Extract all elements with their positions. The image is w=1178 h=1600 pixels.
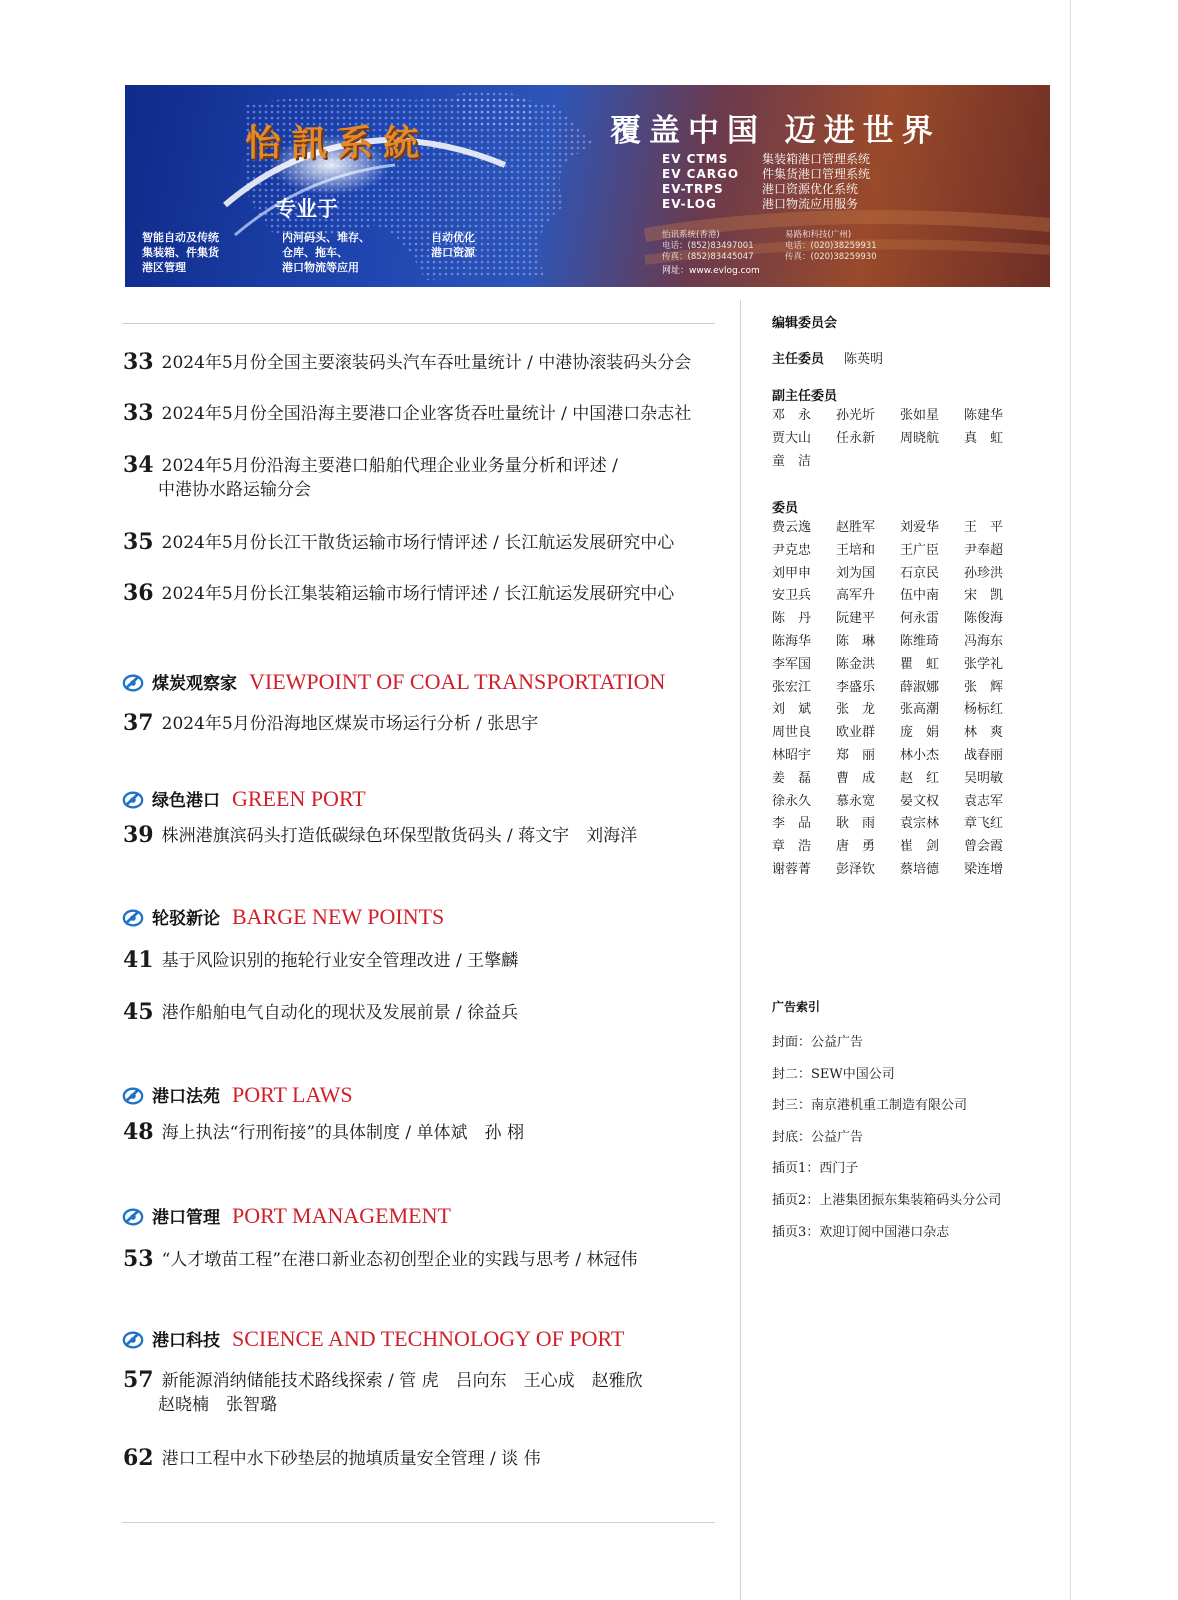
ad-index-item: 插页2：上港集团振东集装箱码头分公司 — [772, 1192, 1002, 1208]
toc-entry[interactable]: 35 2024年5月份长江干散货运输市场行情评述 / 长江航运发展研究中心 — [123, 529, 675, 555]
committee-member-name: 耿 雨 — [836, 816, 876, 832]
toc-entry[interactable]: 45 港作船舶电气自动化的现状及发展前景 / 徐益兵 — [123, 999, 519, 1025]
section-heading-barge: 轮驳新论 BARGE NEW POINTS — [122, 904, 444, 930]
committee-member-name: 郑 丽 — [836, 747, 876, 763]
ad-index-title: 广告索引 — [772, 1000, 821, 1014]
committee-member-name: 吴明敏 — [964, 770, 1004, 786]
committee-member-name: 林 爽 — [964, 725, 1004, 741]
committee-member-name: 陈俊海 — [964, 611, 1004, 627]
toc-entry[interactable]: 39 株洲港旗滨码头打造低碳绿色环保型散货码头 / 蒋文宇 刘海洋 — [123, 822, 638, 848]
section-logo-icon — [122, 1206, 144, 1228]
committee-member-name: 石京民 — [900, 565, 940, 581]
page-edge-rule — [1070, 0, 1071, 1600]
section-heading-science-technology: 港口科技 SCIENCE AND TECHNOLOGY OF PORT — [122, 1326, 624, 1352]
committee-member-name: 真 虹 — [964, 430, 1004, 446]
committee-member-name: 刘爱华 — [900, 520, 940, 535]
committee-member-name: 孙珍洪 — [964, 565, 1004, 581]
banner-slogan: 覆盖中国 迈进世界 — [610, 113, 941, 149]
committee-member-name: 安卫兵 — [772, 588, 812, 604]
toc-entry[interactable]: 37 2024年5月份沿海地区煤炭市场运行分析 / 张思宇 — [123, 710, 539, 736]
toc-entry[interactable]: 41 基于风险识别的拖轮行业安全管理改进 / 王擎麟 — [123, 947, 519, 973]
committee-member-name: 李军国 — [772, 656, 812, 672]
committee-member-name: 何永雷 — [900, 611, 940, 627]
committee-member-name: 曹 成 — [836, 770, 876, 786]
column-divider — [740, 300, 741, 1600]
toc-entry[interactable]: 33 2024年5月份全国主要滚装码头汽车吞吐量统计 / 中港协滚装码头分会 — [123, 349, 692, 375]
section-heading-coal: 煤炭观察家 VIEWPOINT OF COAL TRANSPORTATION — [122, 669, 665, 695]
committee-vice-label: 副主任委员 — [772, 389, 838, 404]
committee-member-name: 晏文权 — [900, 793, 940, 809]
section-logo-icon — [122, 672, 144, 694]
ad-index-item: 插页1：西门子 — [772, 1161, 859, 1177]
committee-member-name: 彭泽钦 — [836, 861, 876, 877]
committee-members-list — [772, 517, 1028, 882]
committee-title: 编辑委员会 — [772, 316, 838, 331]
committee-member-name: 袁宗林 — [900, 816, 940, 832]
committee-member-name: 蔡培德 — [900, 861, 940, 877]
committee-member-name: 张如星 — [900, 408, 940, 423]
committee-member-name: 徐永久 — [772, 793, 812, 809]
banner-contact-hk: 怡讯系统(香港) 电话：(852)83497001 传真：(852)83445047 — [662, 230, 754, 262]
banner-product-list — [662, 152, 870, 212]
committee-member-name: 刘甲申 — [772, 565, 812, 581]
section-heading-green-port: 绿色港口 GREEN PORT — [122, 786, 366, 812]
product-row: EV-TRPS 港口资源优化系统 — [662, 182, 859, 196]
committee-member-name: 张学礼 — [964, 656, 1004, 672]
section-logo-icon — [122, 907, 144, 929]
section-heading-port-laws: 港口法苑 PORT LAWS — [122, 1082, 353, 1108]
committee-member-name: 张宏江 — [772, 679, 812, 695]
committee-member-name: 周晓航 — [900, 430, 940, 446]
committee-member-name: 孙光圻 — [836, 408, 876, 423]
committee-member-name: 章 浩 — [772, 839, 812, 855]
committee-member-name: 曾会霞 — [964, 839, 1004, 855]
toc-entry[interactable]: 33 2024年5月份全国沿海主要港口企业客货吞吐量统计 / 中国港口杂志社 — [123, 400, 692, 426]
toc-entry[interactable]: 62 港口工程中水下砂垫层的抛填质量安全管理 / 谈 伟 — [123, 1445, 541, 1471]
committee-member-name: 张 龙 — [836, 702, 876, 718]
ad-index-item: 封二：SEW中国公司 — [772, 1066, 895, 1082]
committee-member-name: 宋 凯 — [964, 588, 1004, 604]
committee-member-name: 陈建华 — [964, 408, 1004, 423]
committee-member-name: 庞 娟 — [900, 725, 940, 741]
committee-member-name: 战春丽 — [964, 747, 1004, 763]
committee-member-name: 尹奉超 — [964, 542, 1004, 558]
ad-index-item: 封底：公益广告 — [772, 1129, 864, 1145]
committee-member-name: 欧业群 — [836, 725, 876, 741]
committee-member-name: 邓 永 — [772, 408, 812, 423]
committee-member-name: 王 平 — [964, 520, 1004, 535]
committee-member-name: 姜 磊 — [772, 770, 812, 786]
committee-member-name: 费云逸 — [772, 520, 812, 535]
toc-top-rule — [122, 323, 715, 324]
banner-website: 网址：www.evlog.com — [662, 266, 760, 276]
committee-member-name: 王培和 — [836, 542, 876, 558]
section-logo-icon — [122, 1329, 144, 1351]
committee-member-name: 刘 斌 — [772, 702, 812, 718]
committee-member-name: 谢蓉菁 — [772, 861, 812, 877]
committee-member-name: 李盛乐 — [836, 679, 876, 695]
section-logo-icon — [122, 789, 144, 811]
toc-bottom-rule — [122, 1522, 715, 1523]
ad-index-item: 封面：公益广告 — [772, 1035, 864, 1050]
product-row: EV CTMS 集装箱港口管理系统 — [662, 152, 871, 166]
committee-member-name: 任永新 — [836, 430, 876, 446]
committee-member-name: 陈金洪 — [836, 656, 876, 672]
banner-contact-gz: 易路和科技(广州) 电话：(020)38259931 传真：(020)38259930 — [785, 230, 877, 262]
committee-member-name: 贾大山 — [772, 430, 812, 446]
section-heading-port-management: 港口管理 PORT MANAGEMENT — [122, 1203, 451, 1229]
product-row: EV CARGO 件集货港口管理系统 — [662, 167, 871, 181]
committee-member-name: 章飞红 — [964, 816, 1004, 832]
banner-feature: 内河码头、堆存、 仓库、拖车、 港口物流等应用 — [282, 231, 370, 274]
banner-feature: 智能自动及传统 集装箱、件集货 港区管理 — [142, 231, 219, 274]
committee-member-name: 梁连增 — [964, 861, 1004, 877]
committee-member-name: 慕永宽 — [836, 793, 876, 809]
committee-member-name: 瞿 虹 — [900, 656, 940, 672]
committee-member-name: 刘为国 — [836, 565, 876, 581]
committee-member-name: 冯海东 — [964, 633, 1004, 649]
committee-member-name: 陈 琳 — [836, 633, 876, 649]
product-row: EV-LOG 港口物流应用服务 — [662, 197, 859, 211]
committee-member-name: 林昭宇 — [772, 747, 812, 763]
banner-feature: 自动优化 港口资源 — [431, 231, 475, 259]
committee-member-name: 陈海华 — [772, 633, 812, 649]
committee-member-name: 崔 剑 — [900, 839, 940, 855]
committee-member-name: 阮建平 — [836, 611, 876, 627]
committee-member-name: 赵 红 — [900, 770, 940, 786]
section-logo-icon — [122, 1085, 144, 1107]
committee-member-name: 唐 勇 — [836, 839, 876, 855]
committee-member-name: 薛淑娜 — [900, 679, 940, 695]
committee-member-name: 张高潮 — [900, 702, 940, 718]
toc-entry[interactable]: 48 海上执法“行刑衔接”的具体制度 / 单体斌 孙 栩 — [123, 1119, 524, 1145]
committee-member-name: 周世良 — [772, 725, 812, 741]
committee-member-name: 林小杰 — [900, 747, 940, 763]
ad-index-list — [772, 1027, 1001, 1248]
banner-brand-title: 怡訊系統 — [245, 122, 430, 164]
committee-member-name: 王广臣 — [900, 542, 940, 558]
banner-advertisement — [125, 85, 1050, 287]
committee-member-name: 伍中南 — [900, 588, 940, 604]
committee-member-name: 杨标红 — [964, 702, 1004, 718]
ad-index-item: 封三：南京港机重工制造有限公司 — [772, 1098, 968, 1114]
toc-entry[interactable]: 57 新能源消纳储能技术路线探索 / 管 虎 吕向东 王心成 赵雅欣 赵晓楠 张智璐 — [123, 1367, 643, 1415]
committee-chair: 主任委员 陈英明 — [772, 352, 884, 367]
committee-vice-list — [772, 405, 1028, 473]
committee-member-name: 袁志军 — [964, 793, 1004, 809]
committee-member-name: 李 品 — [772, 816, 812, 832]
committee-members-label: 委员 — [772, 501, 799, 516]
committee-member-name: 陈维琦 — [900, 633, 940, 649]
committee-member-name: 尹克忠 — [772, 542, 812, 558]
committee-member-name: 陈 丹 — [772, 611, 812, 627]
committee-member-name: 张 辉 — [964, 679, 1004, 695]
toc-entry[interactable]: 34 2024年5月份沿海主要港口船舶代理企业业务量分析和评述 / 中港协水路运输分会 — [123, 452, 618, 500]
committee-member-name: 高军升 — [836, 588, 876, 604]
toc-entry[interactable]: 53 “人才墩苗工程”在港口新业态初创型企业的实践与思考 / 林冠伟 — [123, 1246, 638, 1272]
committee-member-name: 童 洁 — [772, 453, 812, 469]
toc-entry[interactable]: 36 2024年5月份长江集装箱运输市场行情评述 / 长江航运发展研究中心 — [123, 580, 675, 606]
ad-index-item: 插页3：欢迎订阅中国港口杂志 — [772, 1224, 950, 1240]
committee-member-name: 赵胜军 — [836, 520, 876, 535]
banner-professional-label: 专业于 — [275, 197, 338, 221]
